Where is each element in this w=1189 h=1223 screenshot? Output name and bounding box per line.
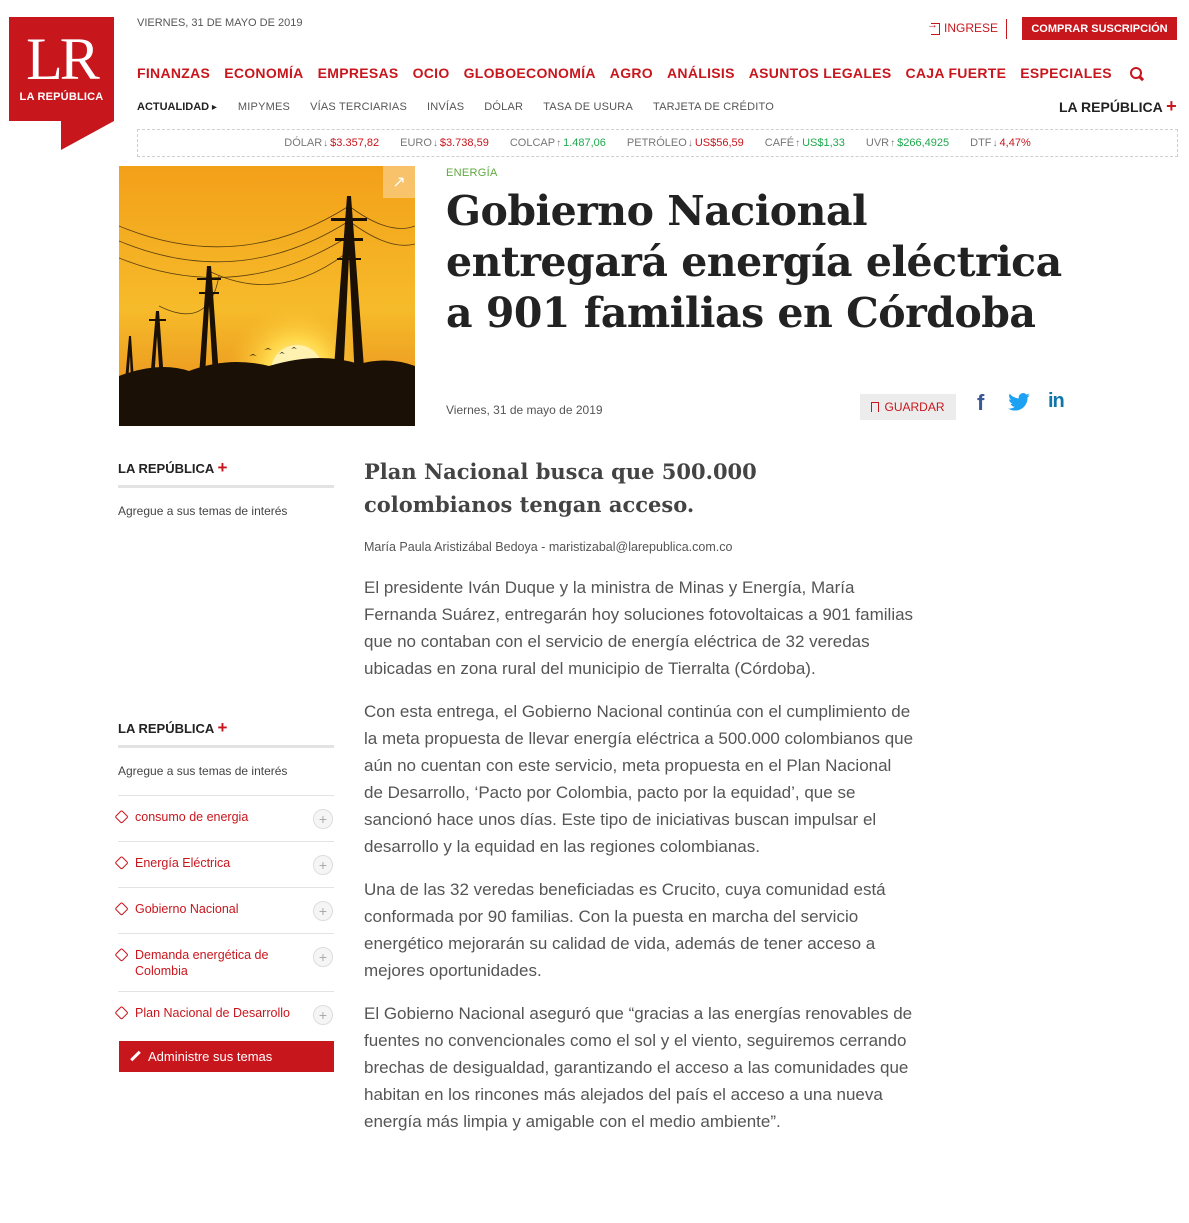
article-author: María Paula Aristizábal Bedoya - maristizabal@larepublica.com.co — [364, 540, 733, 554]
logo-letters: LR — [26, 26, 97, 92]
twitter-icon[interactable] — [1008, 393, 1030, 416]
sub-nav — [137, 101, 794, 113]
ticker-label: DÓLAR — [284, 137, 323, 149]
login-label: INGRESE — [944, 21, 999, 35]
topic-label: Energía Eléctrica — [135, 856, 231, 870]
header-divider — [1006, 19, 1007, 39]
arrow-down-icon: ↓ — [432, 138, 438, 149]
topic-label: Demanda energética de Colombia — [135, 948, 269, 978]
power-lines-sunset-illustration — [119, 166, 415, 426]
ticker-label: CAFÉ — [764, 137, 795, 149]
ticker-value: 4,47% — [999, 137, 1031, 149]
save-label: GUARDAR — [884, 400, 945, 414]
ticker-item[interactable] — [970, 137, 1031, 149]
arrow-up-icon: ↑ — [795, 138, 801, 149]
save-button[interactable] — [860, 394, 956, 420]
nav-agro[interactable]: AGRO — [609, 65, 653, 81]
nav-economia[interactable]: ECONOMÍA — [224, 65, 304, 81]
topic-list — [118, 795, 334, 1037]
topic-label: consumo de energia — [135, 810, 249, 824]
sidebar-heading-1 — [118, 458, 227, 478]
topic-tag[interactable] — [118, 809, 248, 825]
ticker-value: $3.738,59 — [439, 137, 489, 149]
lr-plus-link[interactable] — [1059, 96, 1177, 116]
lr-plus-label: LA REPÚBLICA — [1059, 99, 1163, 115]
tag-icon — [115, 902, 129, 916]
sidebar-subtitle: Agregue a sus temas de interés — [118, 504, 288, 518]
topic-item[interactable] — [118, 841, 334, 887]
topic-tag[interactable] — [118, 1005, 290, 1021]
tag-icon — [115, 810, 129, 824]
sub-nav-tasa-de-usura[interactable]: TASA DE USURA — [543, 101, 633, 113]
ticker-item[interactable] — [866, 137, 949, 149]
site-logo[interactable] — [9, 17, 114, 150]
topic-item[interactable] — [118, 887, 334, 933]
plus-icon: + — [217, 458, 228, 477]
manage-topics-label: Administre sus temas — [148, 1049, 273, 1064]
article-paragraph: Una de las 32 veredas beneficiadas es Crucito, cuya comunidad está conformada por 90 familias. Con la puesta en marcha del servicio energético mejorarán su calidad de vida, además de tener acceso a mejores oportunidades. — [364, 880, 886, 980]
sidebar-rule — [118, 485, 334, 488]
topic-item[interactable] — [118, 991, 334, 1037]
nav-globoeconomia[interactable]: GLOBOECONOMÍA — [463, 65, 596, 81]
ticker-value: US$56,59 — [694, 137, 744, 149]
sidebar-rule — [118, 745, 334, 748]
login-link[interactable] — [928, 21, 998, 35]
tag-icon — [115, 856, 129, 870]
nav-empresas[interactable]: EMPRESAS — [317, 65, 399, 81]
linkedin-icon[interactable]: in — [1048, 390, 1064, 412]
arrow-down-icon: ↓ — [992, 138, 998, 149]
nav-analisis[interactable]: ANÁLISIS — [667, 65, 735, 81]
logo-name: LA REPÚBLICA — [19, 91, 104, 103]
plus-icon: + — [1166, 96, 1177, 116]
topic-item[interactable] — [118, 795, 334, 841]
plus-icon: + — [217, 718, 228, 737]
ticker-value: US$1,33 — [802, 137, 845, 149]
topic-tag[interactable] — [118, 855, 230, 871]
sidebar-subtitle: Agregue a sus temas de interés — [118, 764, 288, 778]
facebook-icon[interactable]: f — [977, 390, 985, 415]
main-nav — [137, 65, 1112, 81]
sidebar-heading-2 — [118, 718, 227, 738]
arrow-down-icon: ↓ — [687, 138, 693, 149]
topic-label: Gobierno Nacional — [135, 902, 239, 916]
ticker-label: UVR — [865, 137, 890, 149]
ticker-label: EURO — [400, 137, 432, 149]
ticker-value: $266,4925 — [897, 137, 950, 149]
ticker-value: 1.487,06 — [563, 137, 606, 149]
tag-icon — [115, 948, 129, 962]
topic-tag[interactable] — [118, 947, 293, 979]
sub-nav-actualidad[interactable]: ACTUALIDAD ▸ — [137, 101, 217, 113]
article-image[interactable] — [119, 166, 415, 426]
article-lead: Plan Nacional busca que 500.000 colombianos tengan acceso. — [364, 459, 757, 517]
article-category[interactable]: ENERGÍA — [446, 167, 498, 179]
market-ticker — [137, 129, 1178, 157]
ticker-value: $3.357,82 — [330, 137, 380, 149]
login-icon — [928, 22, 940, 34]
arrow-up-icon: ↑ — [890, 138, 896, 149]
nav-especiales[interactable]: ESPECIALES — [1020, 65, 1112, 81]
arrow-down-icon: ↓ — [323, 138, 329, 149]
sub-nav-dolar[interactable]: DÓLAR — [484, 101, 524, 113]
topic-item[interactable] — [118, 933, 334, 991]
arrow-diagonal-icon: ↗ — [392, 174, 406, 191]
sub-nav-invias[interactable]: INVÍAS — [427, 101, 465, 113]
add-topic-icon[interactable]: + — [313, 809, 333, 829]
article-paragraph: El Gobierno Nacional aseguró que “gracias a las energías renovables de fuentes no convencionales como el sol y el viento, seguiremos cerrando brechas de desigualdad, garantizando el acceso a las comunidades que habitan en los rincones más alejados del país el acceso a una nueva energía más limpia y amigable con el medio ambiente”. — [364, 1004, 913, 1131]
ticker-item[interactable] — [510, 137, 606, 149]
article-date: Viernes, 31 de mayo de 2019 — [446, 403, 603, 417]
ticker-label: COLCAP — [509, 137, 556, 149]
ticker-label: DTF — [970, 137, 992, 149]
add-topic-icon[interactable]: + — [313, 901, 333, 921]
add-topic-icon[interactable]: + — [313, 855, 333, 875]
subscribe-button[interactable]: COMPRAR SUSCRIPCIÓN — [1022, 17, 1177, 40]
tag-icon — [115, 1006, 129, 1020]
twitter-bird-icon — [1008, 393, 1030, 411]
sidebar-heading-label: LA REPÚBLICA — [118, 721, 214, 736]
add-topic-icon[interactable]: + — [313, 1005, 333, 1025]
nav-caja-fuerte[interactable]: CAJA FUERTE — [905, 65, 1007, 81]
header-date: VIERNES, 31 DE MAYO DE 2019 — [137, 17, 303, 29]
nav-ocio[interactable]: OCIO — [412, 65, 450, 81]
sub-nav-tarjeta-de-credito[interactable]: TARJETA DE CRÉDITO — [653, 101, 774, 113]
search-icon[interactable] — [1130, 67, 1144, 81]
sub-nav-vias-terciarias[interactable]: VÍAS TERCIARIAS — [310, 101, 407, 113]
arrow-up-icon: ↑ — [556, 138, 562, 149]
expand-image-button[interactable] — [383, 166, 415, 198]
sidebar-heading-label: LA REPÚBLICA — [118, 461, 214, 476]
sub-nav-mipymes[interactable]: MIPYMES — [237, 101, 291, 113]
ticker-item[interactable] — [765, 137, 845, 149]
add-topic-icon[interactable]: + — [313, 947, 333, 967]
manage-topics-button[interactable] — [119, 1041, 334, 1072]
nav-asuntos-legales[interactable]: ASUNTOS LEGALES — [748, 65, 892, 81]
logo-speech-tail — [61, 121, 114, 150]
bookmark-icon — [871, 402, 879, 412]
article-title: Gobierno Nacional entregará energía eléctrica a 901 familias en Córdoba — [446, 187, 1062, 337]
article-paragraph: El presidente Iván Duque y la ministra de Minas y Energía, María Fernanda Suárez, entregarán hoy soluciones fotovoltaicas a 901 familias que no contaban con el servicio de energía eléctrica de 32 veredas ubicadas en zona rural del municipio de Tierralta (Córdoba). — [364, 578, 914, 678]
pencil-icon — [130, 1051, 141, 1062]
article-paragraph: Con esta entrega, el Gobierno Nacional continúa con el cumplimiento de la meta propuesta de llevar energía eléctrica a 500.000 colombianos que aún no cuentan con este servicio, meta propuesta en el Plan Nacional de Desarrollo, ‘Pacto por Colombia, pacto por la equidad’, que se sancionó hace unos días. Este tipo de iniciativas buscan impulsar el desarrollo y la equidad en las regiones colombianas. — [364, 702, 914, 856]
ticker-label: PETRÓLEO — [626, 137, 687, 149]
nav-finanzas[interactable]: FINANZAS — [137, 65, 211, 81]
topic-label: Plan Nacional de Desarrollo — [135, 1006, 290, 1020]
ticker-item[interactable] — [284, 137, 379, 149]
article-body — [364, 574, 914, 1151]
ticker-item[interactable] — [400, 137, 489, 149]
topic-tag[interactable] — [118, 901, 239, 917]
ticker-item[interactable] — [627, 137, 744, 149]
